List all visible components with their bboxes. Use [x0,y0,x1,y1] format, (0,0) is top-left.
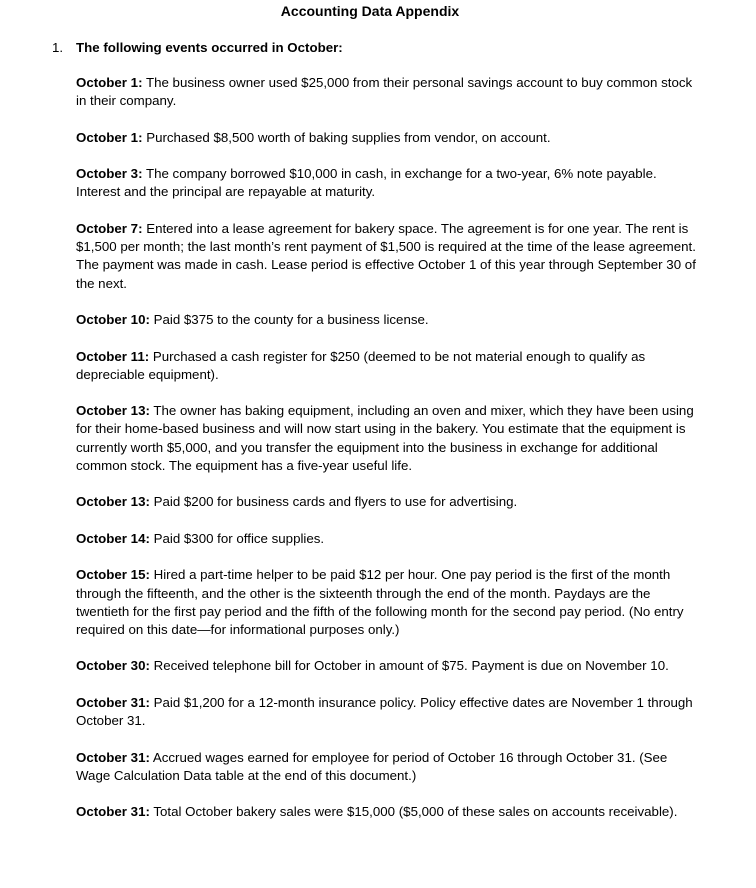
list-number: 1. [52,40,64,55]
event-item [76,493,696,511]
event-description: The business owner used $25,000 from their personal savings account to buy common stock in their company. [76,75,693,109]
event-item [76,657,696,675]
page-title: Accounting Data Appendix [280,3,460,19]
event-date: October 1: [76,129,143,145]
event-date: October 14: [76,530,150,546]
event-description: Entered into a lease agreement for bakery space. The agreement is for one year. The rent is $1,500 per month; the last month’s rent payment of $1,500 is required at the time of the lease agreement. The payment was made in cash. Lease period is effective October 1 of this year through September 30 of the next. [76,220,696,291]
event-item [76,566,696,639]
event-description: Paid $375 to the county for a business license. [149,312,429,328]
event-list [76,74,696,840]
event-description: The owner has baking equipment, including an oven and mixer, which they have been using for their home-based business and will now start using in the bakery. You estimate that the equipment is currently worth $5,000, and you transfer the equipment into the business in exchange for additional common stock. The equipment has a five-year useful life. [76,403,694,473]
event-date: October 1: [76,75,143,90]
event-date: October 15: [76,567,150,583]
event-item [76,402,696,475]
event-description: Purchased a cash register for $250 (deemed to be not material enough to qualify as depreciable equipment). [76,348,646,382]
event-item [76,348,696,384]
event-date: October 31: [76,749,150,765]
event-item [76,803,696,821]
event-description: Total October bakery sales were $15,000 ($5,000 of these sales on accounts receivable). [149,804,678,820]
event-item [76,74,696,110]
list-heading-text: The following events occurred in October: [76,40,343,55]
event-description: Paid $200 for business cards and flyers to use for advertising. [149,494,518,510]
event-description: Accrued wages earned for employee for period of October 16 through October 31. (See Wage Calculation Data table at the end of this document.) [76,749,668,783]
event-description: Paid $1,200 for a 12-month insurance policy. Policy effective dates are November 1 through October 31. [76,694,693,729]
event-date: October 30: [76,658,150,674]
event-date: October 10: [76,312,150,328]
event-item [76,694,696,730]
event-date: October 31: [76,804,150,820]
event-date: October 13: [76,494,150,510]
event-date: October 3: [76,166,143,182]
event-description: Paid $300 for office supplies. [149,530,325,546]
event-item [76,749,696,785]
event-item [76,129,696,147]
event-date: October 13: [76,403,150,419]
event-item [76,165,696,201]
event-description: Purchased $8,500 worth of baking supplies from vendor, on account. [142,129,551,145]
event-description: The company borrowed $10,000 in cash, in exchange for a two-year, 6% note payable. Interest and the principal are repayable at maturity. [76,166,657,200]
event-item [76,311,696,329]
event-date: October 7: [76,220,143,236]
event-description: Hired a part-time helper to be paid $12 per hour. One pay period is the first of the month through the fifteenth, and the other is the sixteenth through the end of the month. Paydays are the twentieth for the first pay period and the fifth of the following month for the second pay period. (No entry required on this date—for informational purposes only.) [76,567,684,637]
event-description: Received telephone bill for October in amount of $75. Payment is due on November 10. [149,658,669,674]
event-item [76,530,696,548]
event-item [76,220,696,293]
event-date: October 31: [76,694,150,710]
list-heading [52,39,343,57]
event-date: October 11: [76,348,150,364]
